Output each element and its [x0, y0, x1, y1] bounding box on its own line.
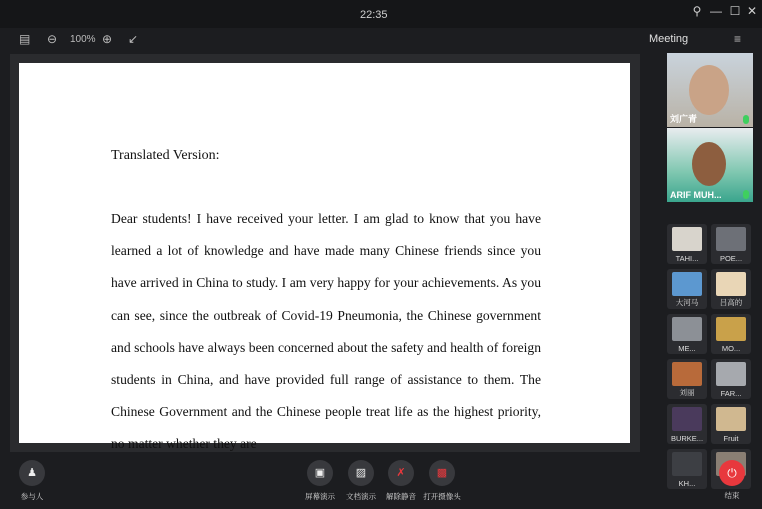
- avatar: [716, 317, 746, 341]
- participant-name: 刘丽: [679, 388, 695, 397]
- participant-face: [689, 65, 729, 115]
- avatar: [672, 317, 702, 341]
- participant-face: [692, 142, 726, 186]
- participant-name: ARIF MUH...: [670, 190, 722, 200]
- sidebar-toggle-icon[interactable]: ▤: [19, 32, 31, 46]
- document-viewer[interactable]: [10, 54, 640, 452]
- collapse-arrow-icon[interactable]: ↙: [128, 32, 139, 46]
- meeting-panel: [648, 28, 762, 509]
- avatar: [672, 452, 702, 476]
- participant-name: FAR...: [720, 389, 742, 398]
- document-heading: Translated Version:: [111, 148, 220, 163]
- avatar: [716, 407, 746, 431]
- folder-icon: ▨: [355, 467, 367, 479]
- participant-name: 刘广青: [670, 114, 698, 124]
- document-page: [19, 63, 630, 452]
- monitor-icon: ▣: [314, 467, 326, 479]
- power-icon: ⏻: [727, 466, 737, 480]
- participant-name: MO...: [721, 344, 741, 353]
- participants-button[interactable]: [19, 460, 45, 486]
- close-icon[interactable]: ✕: [746, 4, 758, 18]
- participant-tile[interactable]: [711, 224, 751, 264]
- maximize-icon[interactable]: ☐: [729, 4, 741, 18]
- title-bar: [0, 0, 762, 28]
- document-toolbar: [10, 30, 640, 50]
- participant-tile[interactable]: [667, 314, 707, 354]
- mic-muted-icon: ✗: [396, 467, 406, 479]
- participant-name: BURKE...: [670, 434, 704, 443]
- share-document-button[interactable]: [348, 460, 374, 486]
- meeting-controls: [0, 455, 648, 509]
- people-icon: ♟: [27, 467, 37, 479]
- unmute-label: 解除静音: [386, 492, 416, 501]
- end-meeting-label: 结束: [724, 491, 740, 500]
- list-menu-icon[interactable]: ≡: [734, 32, 742, 46]
- share-document-label: 文档演示: [346, 492, 376, 501]
- avatar: [672, 227, 702, 251]
- avatar: [716, 272, 746, 296]
- camera-button[interactable]: [429, 460, 455, 486]
- share-screen-label: 屏幕演示: [305, 492, 335, 501]
- participant-tile[interactable]: [711, 269, 751, 309]
- participant-name: TAHI...: [675, 254, 699, 263]
- clock: 22:35: [360, 9, 388, 21]
- panel-title: Meeting: [649, 33, 689, 45]
- unmute-button[interactable]: [388, 460, 414, 486]
- zoom-out-icon[interactable]: ⊖: [47, 32, 58, 46]
- mic-icon: [743, 115, 749, 124]
- camera-label: 打开摄像头: [423, 492, 461, 501]
- document-body: Dear students! I have received your letter. I am glad to know that you have learned a lot of knowledge and have made many Chinese friends since you have arrived in China to study. I am very happy for your achievements. As you can see, since the outbreak of Covid-19 Pneumonia, the Chinese government and schools have always been concerned about the safety and health of foreign students in China, and have provided full range of assistance to them. The Chinese Government and the Chinese people treat life as the highest priority, no matter whether they are: [111, 211, 541, 452]
- participant-tile[interactable]: [667, 404, 707, 444]
- video-tile[interactable]: [667, 128, 753, 202]
- participant-name: ME...: [678, 344, 696, 353]
- participant-tile[interactable]: [667, 224, 707, 264]
- participant-tile[interactable]: [667, 359, 707, 399]
- participant-tile[interactable]: [711, 314, 751, 354]
- participant-tile[interactable]: [667, 449, 707, 489]
- participant-name: 大河马: [675, 298, 699, 307]
- pin-icon[interactable]: ⚲: [692, 4, 702, 18]
- participant-tile[interactable]: [711, 404, 751, 444]
- participant-tile[interactable]: [667, 269, 707, 309]
- avatar: [672, 272, 702, 296]
- participant-tile[interactable]: [711, 359, 751, 399]
- zoom-in-icon[interactable]: ⊕: [102, 32, 113, 46]
- mic-icon: [743, 190, 749, 199]
- avatar: [716, 362, 746, 386]
- video-tile[interactable]: [667, 53, 753, 127]
- end-meeting-button[interactable]: [719, 460, 745, 486]
- camera-off-icon: ▩: [436, 467, 448, 479]
- participant-name: 吕高的: [719, 298, 743, 307]
- avatar: [672, 407, 702, 431]
- participants-label: 参与人: [20, 492, 44, 501]
- avatar: [716, 227, 746, 251]
- participant-name: POE...: [719, 254, 743, 263]
- zoom-level: 100%: [70, 34, 96, 45]
- avatar: [672, 362, 702, 386]
- participant-name: Fruit: [723, 434, 739, 443]
- participant-name: KH...: [678, 479, 696, 488]
- share-screen-button[interactable]: [307, 460, 333, 486]
- minimize-icon[interactable]: —: [710, 4, 722, 18]
